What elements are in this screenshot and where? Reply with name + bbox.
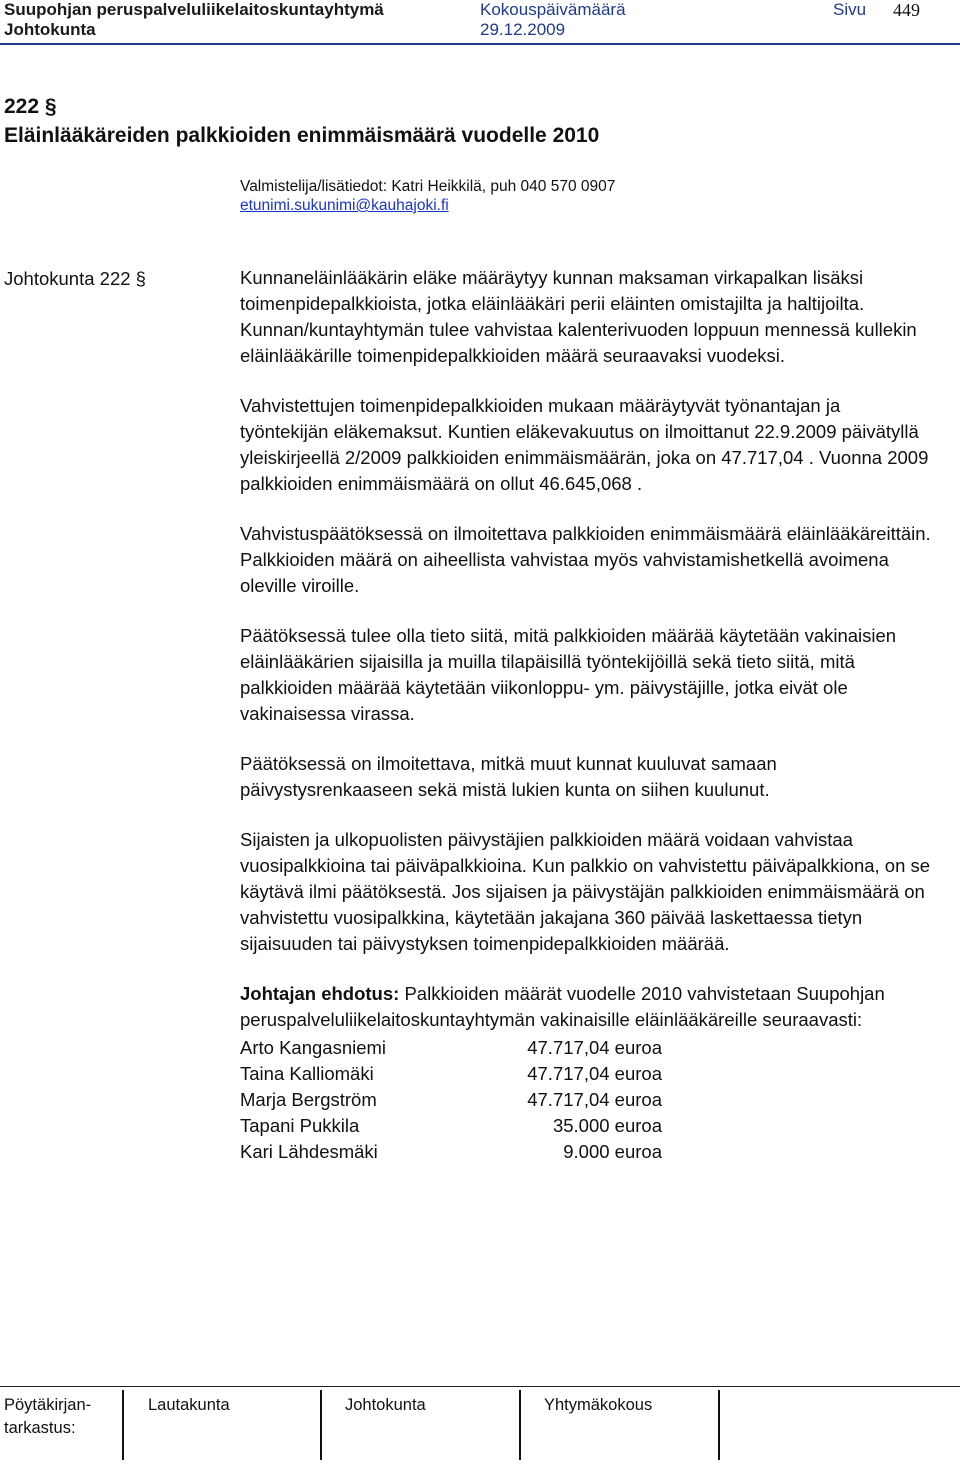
payee-row bbox=[240, 1113, 932, 1139]
footer-lautakunta: Lautakunta bbox=[148, 1396, 230, 1414]
preparer-email-link[interactable]: etunimi.sukunimi@kauhajoki.fi bbox=[240, 197, 449, 214]
paragraph: Vahvistuspäätöksessä on ilmoitettava palkkioiden enimmäismäärä eläinlääkäreittäin. Palkkioiden määrä on aiheellista vahvistaa myös vahvistamishetkellä avoimena oleville viroille. bbox=[240, 523, 931, 596]
header-page-label: Sivu bbox=[833, 0, 867, 19]
payee-amount: 35.000 euroa bbox=[552, 1115, 662, 1136]
header-page-number: 449 bbox=[893, 0, 920, 20]
payee-amount: 9.000 euroa bbox=[563, 1141, 662, 1162]
payee-row bbox=[240, 1087, 932, 1113]
footer-yhtymakokous: Yhtymäkokous bbox=[544, 1396, 653, 1414]
payee-amount: 47.717,04 euroa bbox=[527, 1037, 662, 1058]
footer-johtokunta: Johtokunta bbox=[345, 1396, 426, 1414]
footer-review-label-2: tarkastus: bbox=[4, 1419, 76, 1437]
proposal-label: Johtajan ehdotus: bbox=[240, 983, 400, 1004]
agenda-row-symbol: § bbox=[135, 268, 146, 289]
body-text bbox=[240, 265, 932, 1165]
payee-name: Marja Bergström bbox=[240, 1089, 377, 1110]
payee-amount: 47.717,04 euroa bbox=[527, 1063, 662, 1084]
payee-name: Arto Kangasniemi bbox=[240, 1037, 387, 1058]
header-date: 29.12.2009 bbox=[480, 20, 566, 39]
payee-name: Kari Lähdesmäki bbox=[240, 1141, 378, 1162]
payee-name: Taina Kalliomäki bbox=[240, 1063, 374, 1084]
payee-row bbox=[240, 1061, 932, 1087]
footer-divider bbox=[0, 1386, 960, 1387]
payee-name: Tapani Pukkila bbox=[240, 1115, 360, 1136]
proposal-text: Palkkioiden määrät vuodelle 2010 vahvistetaan Suupohjan peruspalveluliikelaitoskuntayhtymän vakinaisille eläinlääkäreille seuraavasti: bbox=[240, 983, 885, 1030]
preparer-info: Valmistelija/lisätiedot: Katri Heikkilä, puh 040 570 0907 bbox=[240, 178, 616, 195]
footer-review-label: Pöytäkirjan- bbox=[4, 1396, 92, 1414]
paragraph: Päätöksessä tulee olla tieto siitä, mitä palkkioiden määrää käytetään vakinaisien eläinlääkärien sijaisilla ja muilla tilapäisillä työntekijöillä sekä tieto siitä, mitä palkkioiden määrää käytetään viikonloppu- ym. päivystäjille, jotka eivät ole vakinaisessa virassa. bbox=[240, 625, 897, 724]
agenda-row-label bbox=[4, 268, 146, 290]
paragraph: Kunnaneläinlääkärin eläke määräytyy kunnan maksaman virkapalkan lisäksi toimenpidepalkkioista, jotka eläinlääkäri perii eläinten omistajilta ja haltijoilta. Kunnan/kuntayhtymän tulee vahvistaa kalenterivuoden loppuun mennessä kullekin eläinlääkärille toimenpidepalkkioiden määrä seuraavaksi vuodeksi. bbox=[240, 267, 917, 366]
paragraph: Vahvistettujen toimenpidepalkkioiden mukaan määräytyvät työnantajan ja työntekijän eläkemaksut. Kuntien eläkevakuutus on ilmoittanut 22.9.2009 päivätyllä yleiskirjeellä 2/2009 palkkioiden enimmäismäärän, joka on 47.717,04 . Vuonna 2009 palkkioiden enimmäismäärä on ollut 46.645,068 . bbox=[240, 395, 929, 494]
section-number bbox=[4, 95, 57, 119]
footer-column-divider bbox=[519, 1390, 521, 1460]
payee-row bbox=[240, 1035, 932, 1061]
header-organization: Suupohjan peruspalveluliikelaitoskuntayhtymä bbox=[4, 0, 384, 19]
header-divider bbox=[0, 43, 960, 45]
footer-column-divider bbox=[718, 1390, 720, 1460]
footer-column-divider bbox=[122, 1390, 124, 1460]
paragraph: Sijaisten ja ulkopuolisten päivystäjien palkkioiden määrä voidaan vahvistaa vuosipalkkioina tai päiväpalkkioina. Kun palkkio on vahvistettu päiväpalkkiona, on se käytävä ilmi päätöksestä. Jos sijaisen ja päivystäjän palkkioiden enimmäismäärä on vahvistettu vuosipalkkina, käytetään jakajana 360 päivää laskettaessa tietyn sijaisuuden tai päivystyksen toimenpidepalkkioiden määrää. bbox=[240, 829, 931, 954]
payee-list bbox=[240, 1035, 932, 1165]
header-date-label: Kokouspäivämäärä bbox=[480, 0, 626, 19]
section-symbol: § bbox=[44, 95, 57, 118]
section-number-value: 222 bbox=[4, 95, 40, 118]
proposal-paragraph bbox=[240, 981, 932, 1033]
section-title: Eläinlääkäreiden palkkioiden enimmäismäärä vuodelle 2010 bbox=[4, 124, 600, 147]
paragraph: Päätöksessä on ilmoitettava, mitkä muut kunnat kuuluvat samaan päivystysrenkaaseen sekä mistä lukien kunta on siihen kuulunut. bbox=[240, 753, 777, 800]
header-body: Johtokunta bbox=[4, 20, 96, 39]
agenda-row-label-text: Johtokunta 222 bbox=[4, 268, 131, 289]
payee-amount: 47.717,04 euroa bbox=[527, 1089, 662, 1110]
payee-row bbox=[240, 1139, 932, 1165]
footer-column-divider bbox=[320, 1390, 322, 1460]
